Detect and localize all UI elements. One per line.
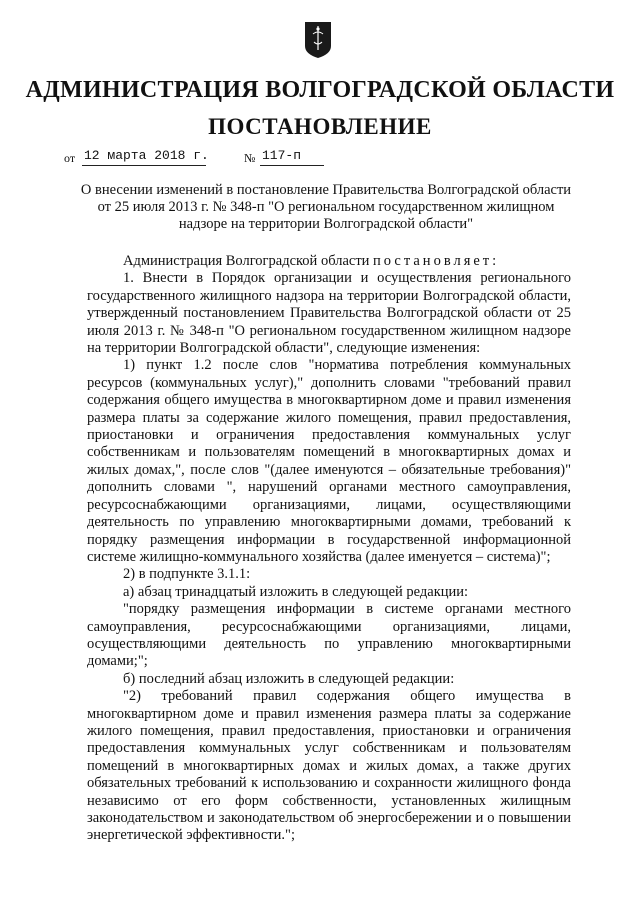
document-type-title: ПОСТАНОВЛЕНИЕ [208,114,432,139]
number-label: № [244,151,256,165]
body-paragraph: "2) требований правил содержания общего имущества в многоквартирном доме и правил изменения размера платы за содержание жилого помещения, правил предоставления, приостановки и ограничения предоставления коммунальных услуг собственникам и пользователям помещений в многоквартирных домах и жилых домах, а также других обязательных требований к использованию и сохранности жилищного фонда независимо от его форм собственности, установленных жилищным законодательством и законодательством об энергосбережении и о повышении энергетической эффективности."; [87,688,571,844]
document-body [87,253,571,845]
body-paragraph: 1) пункт 1.2 после слов "норматива потребления коммунальных ресурсов (коммунальных услуг)," дополнить словами "требований правил содержания общего имущества в многоквартирном доме и правил изменения размера платы за содержание жилого помещения, правил предоставления, приостановки и ограничения предоставления коммунальных услуг собственникам и пользователям помещений в многоквартирных домах и жилых домах,", после слов "(далее именуются – обязательные требования)" дополнить словами ", нарушений органами местного самоуправления, ресурсоснабжающими организациями, лицами, осуществляющими деятельность по управлению многоквартирными домами, требований к порядку размещения информации в государственной информационной системе жилищно-коммунального хозяйства (далее именуется – система)"; [87,357,571,565]
document-number: 117-п [260,147,324,166]
intro-decree-word: постановляет: [373,253,500,269]
body-paragraph: а) абзац тринадцатый изложить в следующей редакции: [123,583,469,600]
coat-of-arms-icon [303,20,333,60]
body-paragraph: б) последний абзац изложить в следующей редакции: [123,670,455,687]
organization-title: АДМИНИСТРАЦИЯ ВОЛГОГРАДСКОЙ ОБЛАСТИ [25,77,615,103]
date-label: от [64,151,76,165]
intro-paragraph [87,253,571,270]
document-subject: О внесении изменений в постановление Правительства Волгоградской области от 25 июля 2013 г. № 348-п "О региональном государственном жилищном надзоре на территории Волгоградской области" [80,182,572,232]
body-paragraph: 1. Внести в Порядок организации и осуществления регионального государственного жилищного надзора на территории Волгоградской области, утвержденный постановлением Правительства Волгоградской области от 25 июля 2013 г. № 348-п "О региональном государственном жилищном надзоре на территории Волгоградской области", следующие изменения: [87,270,571,357]
intro-prefix: Администрация Волгоградской области [123,253,370,269]
body-paragraph: 2) в подпункте 3.1.1: [123,566,251,583]
document-date: 12 марта 2018 г. [82,147,206,166]
body-paragraph: "порядку размещения информации в системе органами местного самоуправления, ресурсоснабжающими организациями, лицами, осуществляющими деятельность по управлению многоквартирными домами;"; [87,601,571,670]
